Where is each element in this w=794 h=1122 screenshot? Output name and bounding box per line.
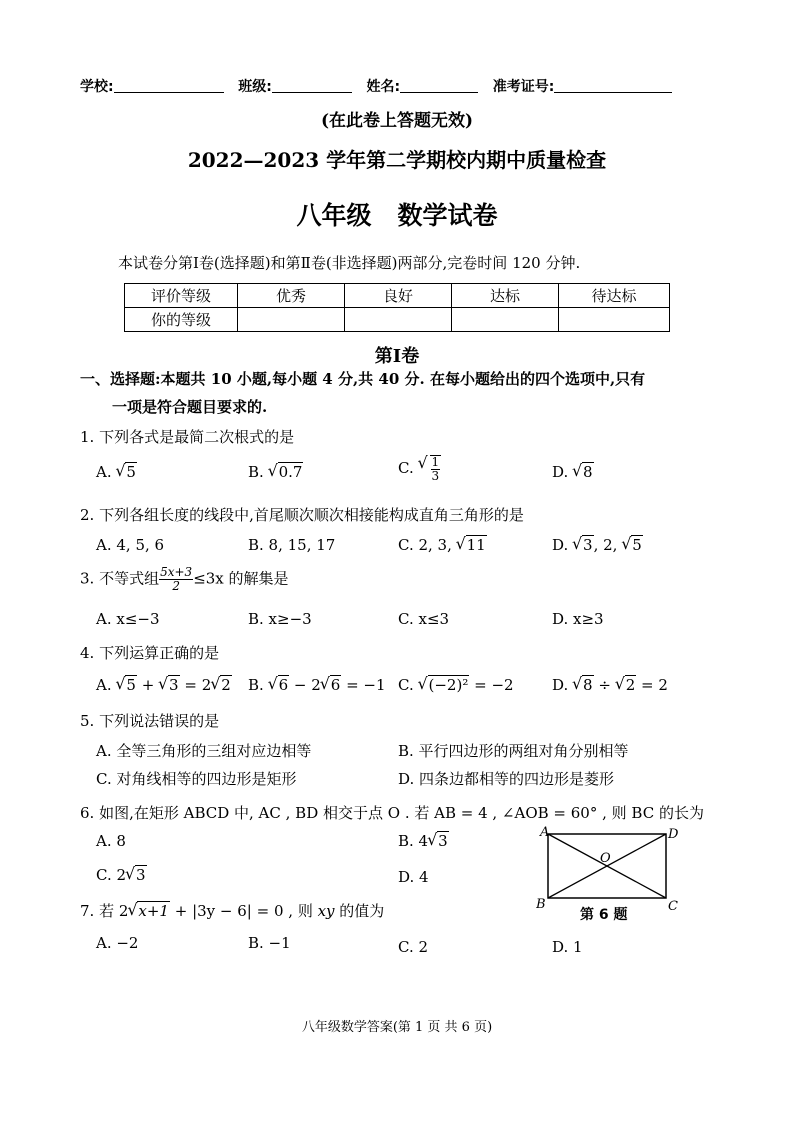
option-text: + [136, 676, 160, 694]
q6-option-d[interactable]: D. 4 [398, 868, 429, 886]
q5-option-c[interactable]: C. 对角线相等的四边形是矩形 [96, 770, 297, 788]
option-label: C. [398, 676, 414, 694]
q6-option-a[interactable]: A. 8 [96, 832, 126, 850]
stem-text: 的值为 [334, 902, 385, 920]
name-label: 姓名: [366, 79, 401, 95]
option-label: B. [248, 463, 264, 481]
q6-option-c[interactable] [96, 866, 147, 884]
option-label: D. [552, 676, 569, 694]
page-footer: 八年级数学答案(第 1 页 共 6 页) [301, 1020, 493, 1035]
sqrt [269, 676, 290, 694]
q1-option-d[interactable] [552, 463, 594, 481]
q4-option-a[interactable] [96, 676, 232, 694]
radicand: 5 [126, 463, 136, 481]
denominator: 3 [431, 469, 440, 483]
q1-option-c[interactable] [398, 455, 441, 483]
q7-option-c[interactable]: C. 2 [398, 938, 429, 956]
q2-option-d[interactable] [552, 536, 643, 554]
option-text: − 2 [289, 676, 321, 694]
option-text: C. 2, 3, [398, 536, 457, 554]
question-2-stem: 2. 下列各组长度的线段中,首尾顺次顺次相接能构成直角三角形的是 [80, 506, 524, 524]
q7-option-d[interactable]: D. 1 [552, 938, 583, 956]
q6-option-b[interactable] [398, 832, 449, 850]
q1-option-b[interactable] [248, 463, 303, 481]
sqrt [321, 676, 342, 694]
class-field[interactable] [272, 78, 352, 93]
option-label: B. [248, 676, 264, 694]
q2-option-b[interactable]: B. 8, 15, 17 [248, 536, 336, 554]
class-label: 班级: [238, 79, 272, 95]
grade-header-cell: 待达标 [559, 284, 670, 308]
fraction [430, 455, 442, 483]
q7-option-b[interactable]: B. −1 [248, 934, 291, 952]
name-field[interactable] [400, 78, 478, 93]
grade-cell-pending[interactable] [559, 308, 670, 332]
sqrt [419, 676, 470, 694]
option-text: B. 4 [398, 832, 429, 850]
point-o-label: O [600, 851, 611, 866]
radicand: 8 [583, 463, 593, 481]
sqrt [211, 676, 232, 694]
section1-line2: 一项是符合题目要求的. [112, 398, 268, 416]
point-c-label: C [668, 899, 678, 914]
grade-row-label: 你的等级 [125, 308, 238, 332]
numerator: √ 1 [431, 455, 440, 469]
q3-option-c[interactable]: C. x≤3 [398, 610, 450, 628]
radicand: 5 [126, 676, 136, 694]
fraction [159, 566, 193, 593]
section1-line1: 一、选择题:本题共 10 小题,每小题 4 分,共 40 分. 在每小题给出的四个选项中,只有 [80, 370, 646, 388]
option-text: = −1 [341, 676, 386, 694]
radicand: 6 [330, 676, 341, 694]
sqrt [269, 463, 304, 481]
exam-id-field[interactable] [554, 78, 672, 93]
q4-option-c[interactable] [398, 676, 514, 694]
option-label: A. [96, 676, 112, 694]
sqrt [116, 463, 137, 481]
grade-header-cell: 优秀 [238, 284, 345, 308]
figure-caption: 第 6 题 [580, 907, 628, 923]
radicand: 8 [583, 676, 593, 694]
grade-cell-pass[interactable] [452, 308, 559, 332]
q1-option-a[interactable] [96, 463, 137, 481]
sqrt [573, 536, 594, 554]
q3-option-b[interactable]: B. x≥−3 [248, 610, 312, 628]
q2-option-a[interactable]: A. 4, 5, 6 [96, 536, 165, 554]
q5-option-b[interactable]: B. 平行四边形的两组对角分别相等 [398, 742, 629, 760]
question-3-stem [80, 566, 289, 593]
radicand: 6 [278, 676, 289, 694]
grade-cell-good[interactable] [345, 308, 452, 332]
q4-option-b[interactable] [248, 676, 386, 694]
point-d-label: D [668, 827, 679, 842]
grade-header-cell: 评价等级 [125, 284, 238, 308]
q2-option-c[interactable] [398, 536, 487, 554]
grade-table [124, 283, 670, 332]
intro-text: 本试卷分第Ⅰ卷(选择题)和第Ⅱ卷(非选择题)两部分,完卷时间 120 分钟. [118, 254, 581, 272]
exam-id-label: 准考证号: [492, 79, 555, 95]
radicand: 11 [466, 536, 486, 554]
option-text: ÷ [593, 676, 616, 694]
sqrt [616, 676, 637, 694]
sqrt [622, 536, 643, 554]
question-6-stem: 6. 如图,在矩形 ABCD 中, AC , BD 相交于点 O . 若 AB = 4 , ∠AOB = 60° , 则 BC 的长为 [80, 804, 704, 822]
radicand: 5 [632, 536, 642, 554]
radicand: 3 [438, 832, 448, 850]
point-b-label: B [536, 897, 546, 912]
question-5-stem: 5. 下列说法错误的是 [80, 712, 220, 730]
option-label: A. [96, 463, 112, 481]
grade-table-row [125, 308, 670, 332]
option-text: D. [552, 536, 574, 554]
sqrt [428, 832, 449, 850]
subject-title: 八年级 数学试卷 [296, 201, 498, 230]
school-field[interactable] [114, 78, 224, 93]
sqrt [128, 902, 170, 920]
question-1-stem: 1. 下列各式是最简二次根式的是 [80, 428, 295, 446]
q4-option-d[interactable] [552, 676, 668, 694]
exam-title: 2022—2023 学年第二学期校内期中质量检查 [187, 148, 607, 172]
sqrt [573, 676, 594, 694]
notice: (在此卷上答题无效) [320, 111, 474, 131]
numerator: 5x+3 [160, 565, 193, 579]
denominator: 2 [172, 579, 180, 593]
grade-header-cell: 达标 [452, 284, 559, 308]
stem-text: + |3y − 6| = 0 , 则 [169, 902, 318, 920]
volume-title: 第Ⅰ卷 [374, 346, 420, 367]
option-text: = −2 [469, 676, 514, 694]
radicand: 3 [169, 676, 179, 694]
radicand: x+1 [138, 902, 169, 920]
point-a-label: A [540, 825, 550, 840]
option-text: , 2, [593, 536, 623, 554]
sqrt [457, 536, 487, 554]
option-text: = 2 [179, 676, 212, 694]
q5-option-a[interactable]: A. 全等三角形的三组对应边相等 [96, 742, 312, 760]
sqrt [159, 676, 180, 694]
student-info-line [80, 76, 672, 96]
option-text: C. 2 [96, 866, 127, 884]
q5-option-d[interactable]: D. 四条边都相等的四边形是菱形 [398, 770, 615, 788]
option-label: D. [552, 463, 569, 481]
stem-text: 3. 不等式组 [80, 569, 160, 588]
radicand: 3 [583, 536, 593, 554]
sqrt [126, 866, 147, 884]
school-label: 学校: [80, 79, 114, 95]
radicand: 2 [625, 676, 636, 694]
grade-cell-excellent[interactable] [238, 308, 345, 332]
radicand: 2 [221, 676, 231, 694]
option-label: C. [398, 459, 414, 477]
q3-option-a[interactable]: A. x≤−3 [96, 610, 160, 628]
stem-text: 7. 若 2 [80, 902, 129, 920]
sqrt [573, 463, 594, 481]
question-4-stem: 4. 下列运算正确的是 [80, 644, 220, 662]
option-text: = 2 [636, 676, 668, 694]
radicand: (−2)² [428, 676, 469, 694]
sqrt [419, 455, 442, 483]
grade-table-header-row [125, 284, 670, 308]
grade-header-cell: 良好 [345, 284, 452, 308]
radicand: 3 [136, 866, 146, 884]
stem-text: ≤3x 的解集是 [193, 569, 289, 588]
q3-option-d[interactable]: D. x≥3 [552, 610, 604, 628]
stem-text: xy [317, 902, 335, 920]
sqrt [116, 676, 137, 694]
question-7-stem [80, 900, 384, 921]
q7-option-a[interactable]: A. −2 [96, 934, 139, 952]
radicand: 0.7 [278, 463, 303, 481]
